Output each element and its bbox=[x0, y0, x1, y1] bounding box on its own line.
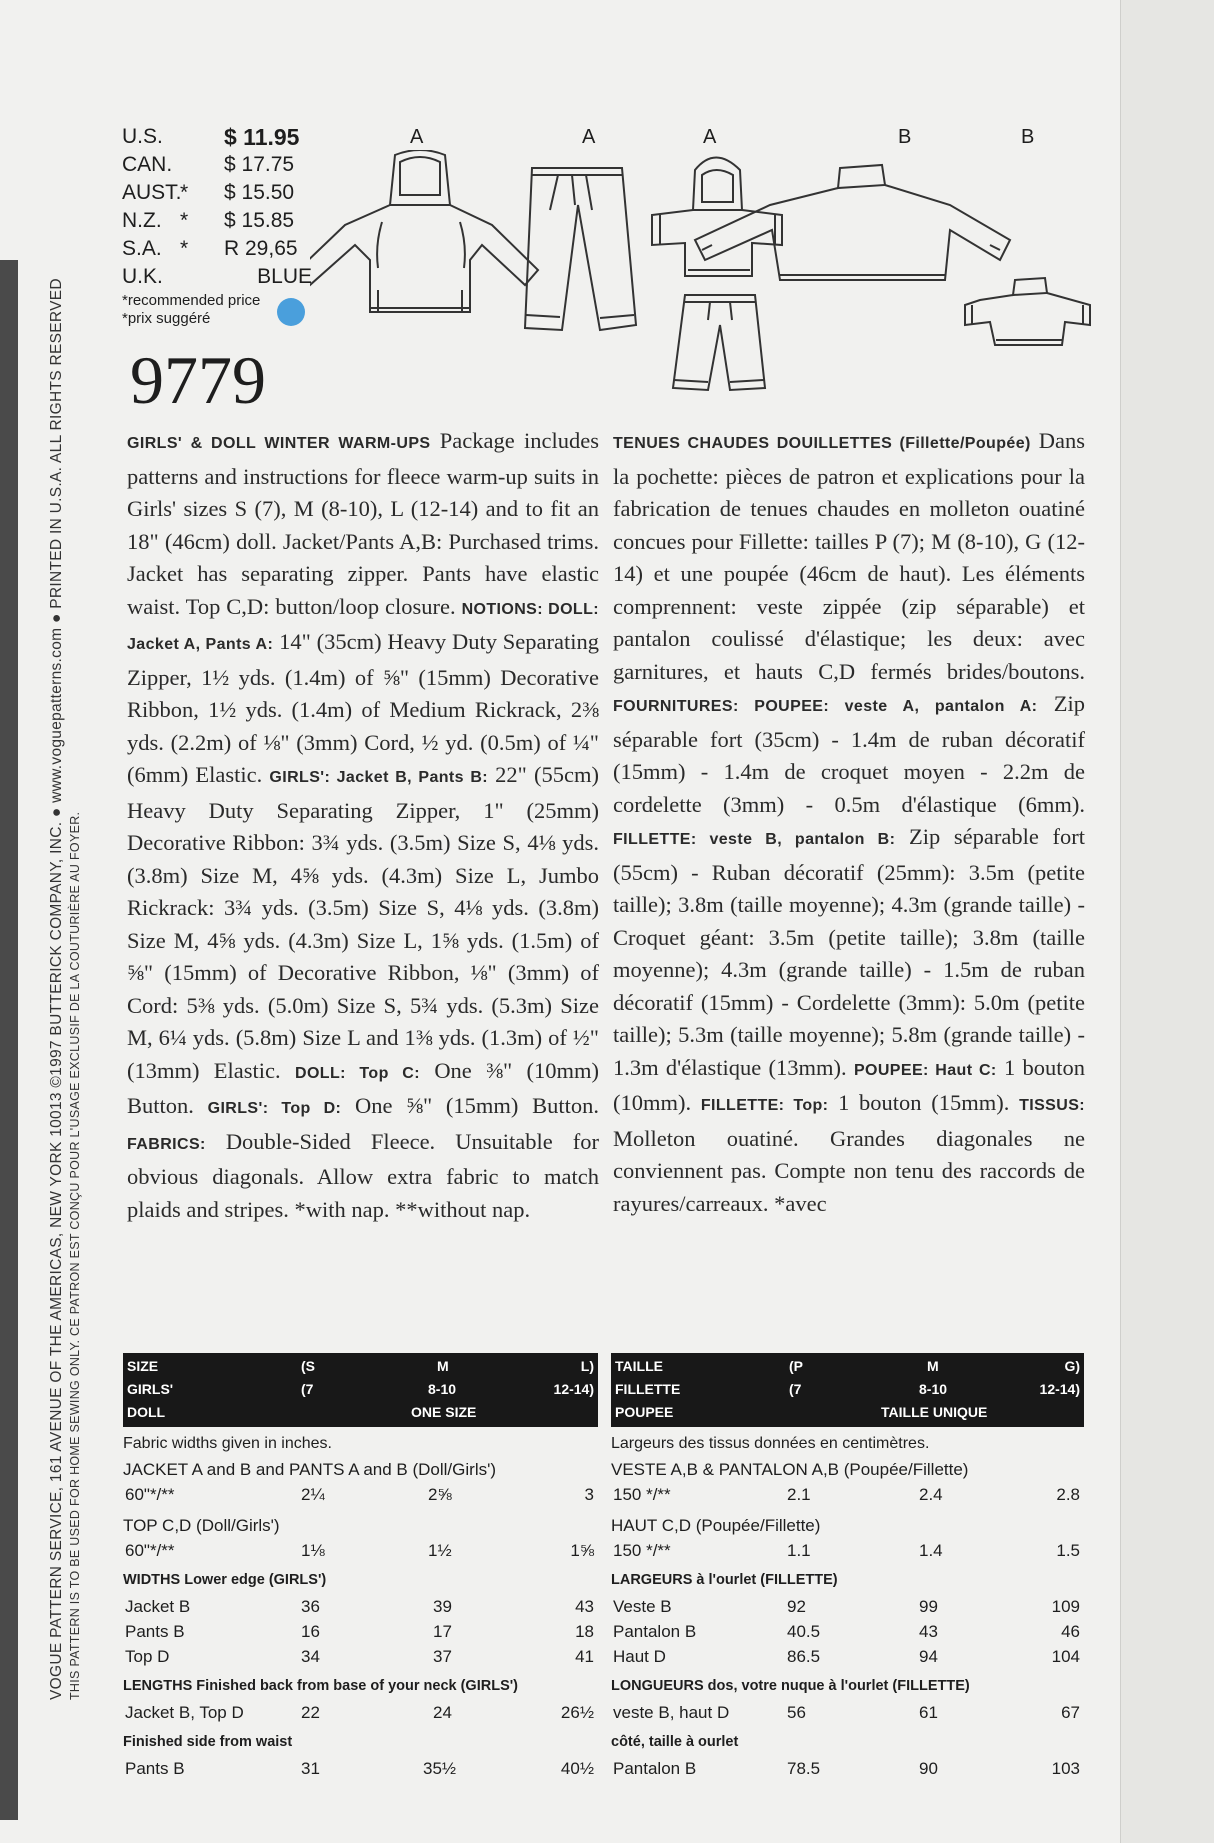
table-note: Largeurs des tissus données en centimètres. bbox=[611, 1435, 930, 1452]
table-section: JACKET A and B and PANTS A and B (Doll/Girls') bbox=[123, 1460, 497, 1479]
view-label: A bbox=[703, 126, 717, 148]
view-label: B bbox=[1021, 126, 1035, 148]
table-row: veste B, haut D 56 61 67 bbox=[613, 1703, 1080, 1722]
view-label: A bbox=[582, 126, 596, 148]
view-label: A bbox=[410, 126, 424, 148]
doll-top-drawing bbox=[652, 158, 782, 277]
table-note: Fabric widths given in inches. bbox=[123, 1435, 332, 1452]
price-row: N.Z. * $ 15.85 bbox=[122, 209, 295, 232]
doll-pants-drawing bbox=[673, 295, 765, 390]
vertical-usage-text: THIS PATTERN IS TO BE USED FOR HOME SEWING ONLY. CE PATRON EST CONÇU POUR L'USAGE EXCLUSIF DE LA COUTURIÈRE AU FOYER. bbox=[68, 811, 82, 1700]
price-note: *recommended price *prix suggéré bbox=[122, 292, 261, 327]
table-section: HAUT C,D (Poupée/Fillette) bbox=[611, 1516, 821, 1535]
table-row: Pants B 31 35½ 40½ bbox=[125, 1759, 594, 1778]
turtleneck-top-drawing bbox=[695, 165, 1010, 280]
table-row: Top D 34 37 41 bbox=[125, 1647, 594, 1666]
pattern-number: 9779 bbox=[130, 342, 266, 418]
blue-price-dot bbox=[277, 298, 305, 326]
pants-drawing bbox=[525, 168, 636, 330]
price-row: S.A. * R 29,65 bbox=[122, 237, 298, 260]
left-edge-strip bbox=[0, 260, 18, 1820]
table-row: Pants B 16 17 18 bbox=[125, 1622, 594, 1641]
price-row: CAN. $ 17.75 bbox=[122, 153, 295, 176]
table-row: Jacket B 36 39 43 bbox=[125, 1597, 594, 1616]
table-section: côté, taille à ourlet bbox=[611, 1734, 739, 1750]
price-row: U.K. BLUE bbox=[122, 265, 312, 288]
table-row: Veste B 92 99 109 bbox=[613, 1597, 1080, 1616]
table-section: LENGTHS Finished back from base of your neck (GIRLS') bbox=[123, 1678, 519, 1694]
table-row: 60"*/** 2¼ 2⅝ 3 bbox=[125, 1485, 594, 1504]
envelope-flap bbox=[1120, 0, 1214, 1843]
table-row: Haut D 86.5 94 104 bbox=[613, 1647, 1080, 1666]
table-section: VESTE A,B & PANTALON A,B (Poupée/Fillette) bbox=[611, 1460, 969, 1479]
garment-line-drawings bbox=[310, 150, 1100, 400]
table-section: Finished side from waist bbox=[123, 1734, 293, 1750]
view-label: B bbox=[898, 126, 912, 148]
table-header: TAILLE (P M G) FILLETTE (7 8-10 12-14) POUPEE TAILLE UNIQUE bbox=[611, 1353, 1084, 1427]
table-section: LARGEURS à l'ourlet (FILLETTE) bbox=[611, 1572, 838, 1588]
english-description: GIRLS' & DOLL WINTER WARM-UPS Package includes patterns and instructions for fleece warm-up suits in Girls' sizes S (7), M (8-10), L (12-14) and to fit an 18" (46cm) doll. Jacket/Pants A,B: Purchased trims. Jacket has separating zipper. Pants have elastic waist. Top C,D: button/loop closure. NOTIONS: DOLL: Jacket A, Pants A: 14" (35cm) Heavy Duty Separating Zipper, 1½ yds. (1.4m) of ⅝" (15mm) Decorative Ribbon, 1½ yds. (1.4m) of Medium Rickrack, 2⅜ yds. (2.2m) of ⅛" (3mm) Cord, ½ yd. (0.5m) of ¼" (6mm) Elastic. GIRLS': Jacket B, Pants B: 22" (55cm) Heavy Duty Separating Zipper, 1" (25mm) Decorative Ribbon: 3¾ yds. (3.5m) Size S, 4⅛ yds. (3.8m) Size M, 4⅝ yds. (4.3m) Size L, Jumbo Rickrack: 3¾ yds. (3.5m) Size S, 4⅛ yds. (3.8m) Size M, 4⅝ yds. (4.3m) Size L, 1⅝ yds. (1.5m) of ⅝" (15mm) of Decorative Ribbon, ⅛" (3mm) of Cord: 5⅜ yds. (5.0m) Size S, 5¾ yds. (5.3m) Size M, 6¼ yds. (5.8m) Size L and 1⅜ yds. (1.3m) of ½" (13mm) Elastic. DOLL: Top C: One ⅜" (10mm) Button. GIRLS': Top D: One ⅝" (15mm) Button. FABRICS: Double-Sided Fleece. Unsuitable for obvious diagonals. Allow extra fabric to match plaids and stripes. *with nap. **without nap. bbox=[127, 428, 600, 1222]
table-section: TOP C,D (Doll/Girls') bbox=[123, 1516, 280, 1535]
table-row: Pantalon B 40.5 43 46 bbox=[613, 1622, 1080, 1641]
price-row: U.S. $ 11.95 bbox=[122, 124, 300, 150]
table-row: Jacket B, Top D 22 24 26½ bbox=[125, 1703, 594, 1722]
french-size-table bbox=[611, 1353, 1084, 1784]
doll-turtleneck-drawing bbox=[965, 278, 1090, 345]
vertical-copyright-text: VOGUE PATTERN SERVICE, 161 AVENUE OF THE AMERICAS, NEW YORK 10013 ©1997 BUTTERICK COMPANY, INC. ● www.voguepatterns.com ● PRINTED IN U.S.A. ALL RIGHTS RESERVED bbox=[48, 278, 65, 1700]
hooded-jacket-drawing bbox=[310, 150, 538, 312]
english-size-table bbox=[123, 1353, 598, 1784]
table-row: 150 */** 2.1 2.4 2.8 bbox=[613, 1485, 1080, 1504]
price-row: AUST. * $ 15.50 bbox=[122, 181, 295, 204]
table-row: 150 */** 1.1 1.4 1.5 bbox=[613, 1541, 1080, 1560]
table-row: Pantalon B 78.5 90 103 bbox=[613, 1759, 1080, 1778]
price-list bbox=[122, 123, 312, 291]
table-section: WIDTHS Lower edge (GIRLS') bbox=[123, 1572, 327, 1588]
table-section: LONGUEURS dos, votre nuque à l'ourlet (FILLETTE) bbox=[611, 1678, 970, 1694]
table-row: 60"*/** 1⅛ 1½ 1⅝ bbox=[125, 1541, 594, 1560]
table-header: SIZE (S M L) GIRLS' (7 8-10 12-14) DOLL ONE SIZE bbox=[123, 1353, 598, 1427]
french-description: TENUES CHAUDES DOUILLETTES (Fillette/Poupée) Dans la pochette: pièces de patron et explications pour la fabrication de tenues chaudes en molleton ouatiné concues pour Fillette: tailles P (7); M (8-10), G (12-14) et une poupée (46cm de haut). Les éléments comprennent: veste zippée (zip séparable) et pantalon coulissé d'élastique; les deux: avec garnitures, et hauts C,D fermés brides/boutons. FOURNITURES: POUPEE: veste A, pantalon A: Zip séparable fort (35cm) - 1.4m de ruban décoratif (15mm) - 1.4m de croquet moyen - 2.2m de cordelette (3mm) - 0.5m d'élastique (6mm). FILLETTE: veste B, pantalon B: Zip séparable fort (55cm) - Ruban décoratif (25mm): 3.5m (petite taille); 3.8m (taille moyenne); 4.3m (grande taille) - Croquet géant: 3.5m (petite taille); 3.8m (taille moyenne); 4.3m (grande taille) - 1.5m de ruban décoratif (15mm) - Cordelette (3mm): 5.0m (petite taille); 5.3m (taille moyenne); 5.8m (grande taille) - 1.3m d'élastique (13mm). POUPEE: Haut C: 1 bouton (10mm). FILLETTE: Top: 1 bouton (15mm). TISSUS: Molleton ouatiné. Grandes diagonales ne conviennent pas. Compte non tenu des raccords de rayures/carreaux. *avec bbox=[613, 428, 1086, 1216]
